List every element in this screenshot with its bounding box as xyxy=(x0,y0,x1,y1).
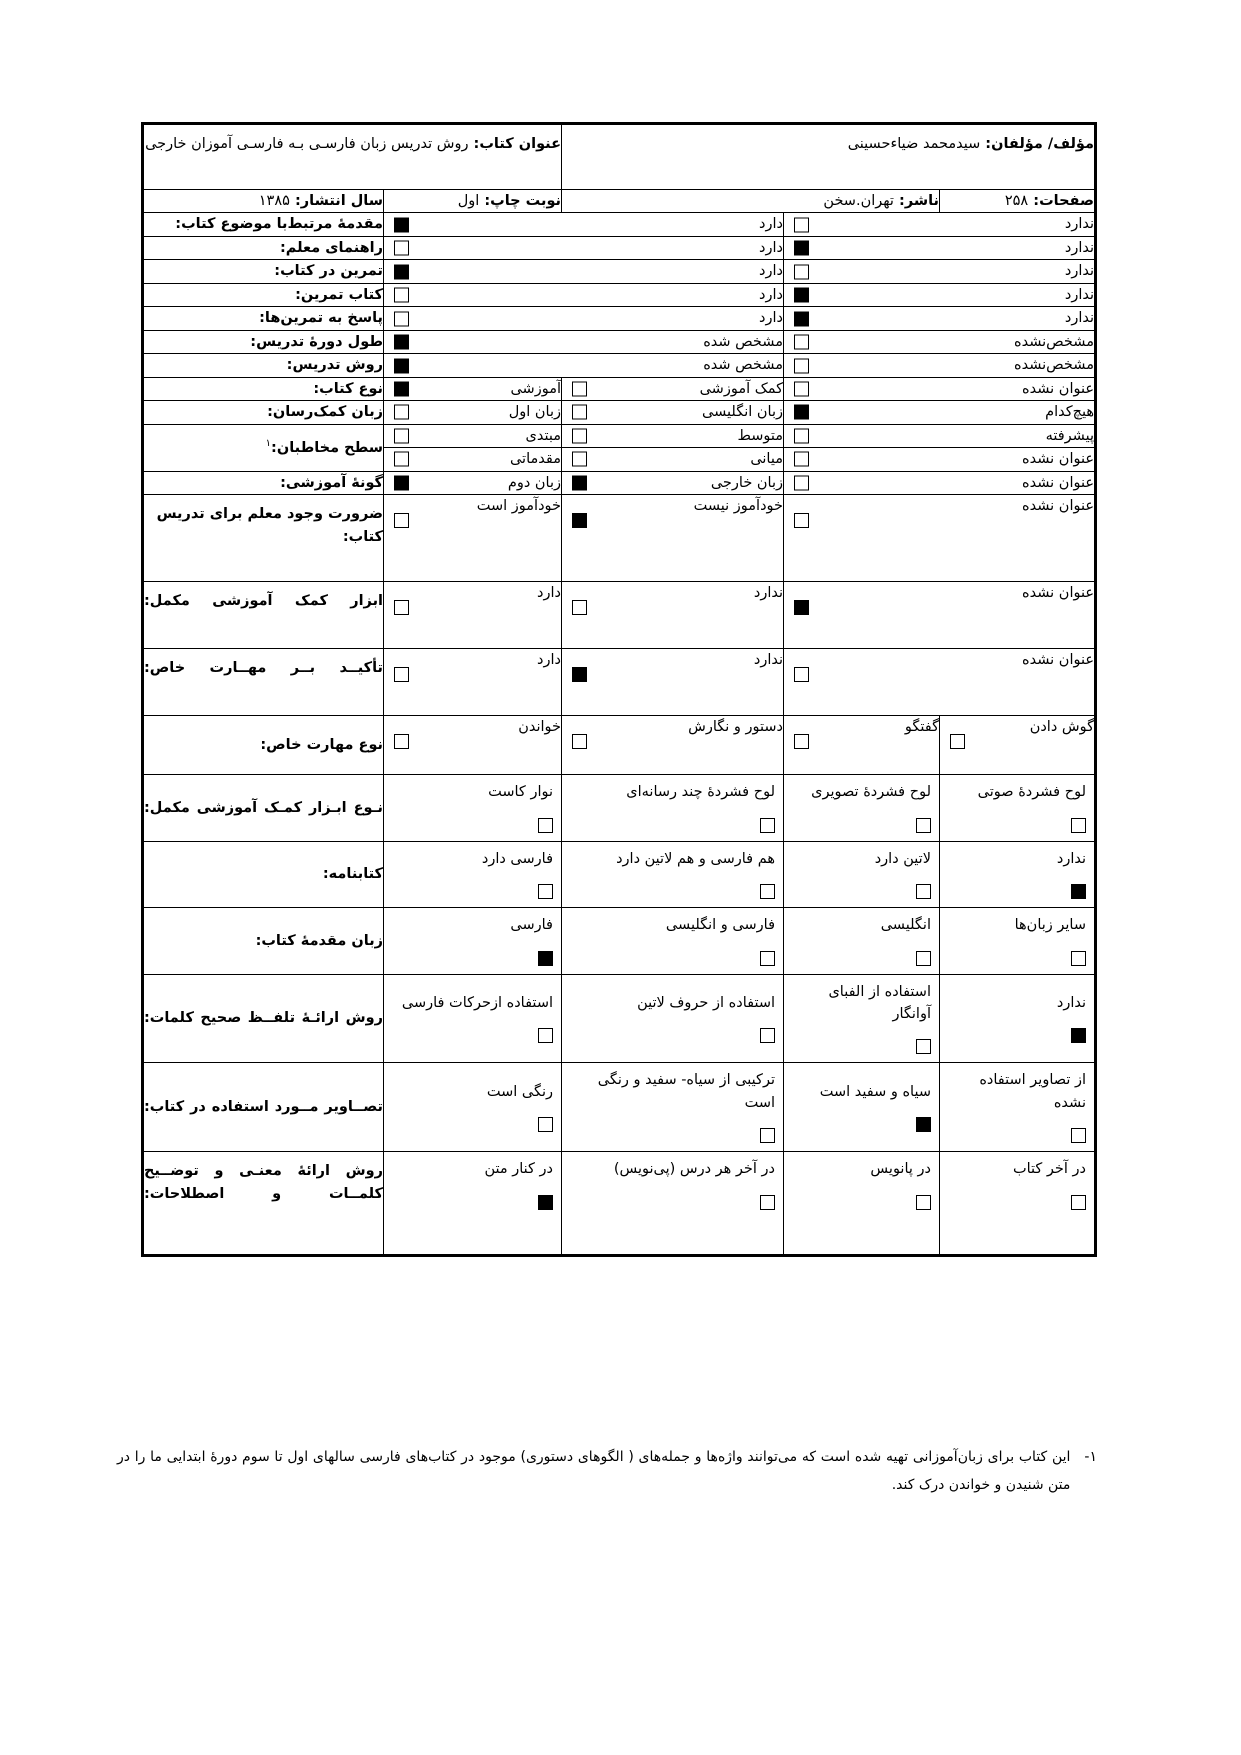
option-cell[interactable] xyxy=(562,974,784,1063)
option-label: دارد xyxy=(759,216,783,233)
option-label: عنوان نشده xyxy=(1022,585,1094,602)
option-cell[interactable] xyxy=(784,716,940,775)
year-value: ۱۳۸۵ xyxy=(258,193,290,209)
row-label: ابزار کمک آموزشی مکمل: xyxy=(142,582,383,649)
row-label: پاسخ به تمرین‌ها: xyxy=(142,307,383,330)
option-cell[interactable] xyxy=(384,716,562,775)
option-cell[interactable] xyxy=(784,495,1096,582)
option-label: ترکیبی از سیاه- سفید و رنگی است xyxy=(597,1072,775,1111)
row-label-text: سطح مخاطبان: xyxy=(271,439,383,456)
option-cell[interactable] xyxy=(784,213,1096,236)
option-cell[interactable] xyxy=(384,236,784,259)
option-label: استفاده از حروف لاتین xyxy=(637,994,775,1011)
edition-label: نوبت چاپ: xyxy=(484,193,561,209)
checkbox[interactable] xyxy=(794,513,809,528)
option-label: لوح فشردۀ تصویری xyxy=(811,784,931,801)
table-row xyxy=(142,283,1095,306)
title-label: عنوان کتاب: xyxy=(473,136,561,152)
checkbox[interactable] xyxy=(394,264,409,279)
row-label: تصــاویر مــورد استفاده در کتاب: xyxy=(142,1063,383,1152)
checkbox[interactable] xyxy=(794,311,809,326)
checkbox[interactable] xyxy=(794,264,809,279)
pages-cell xyxy=(940,190,1096,213)
table-row xyxy=(142,649,1095,716)
publisher-label: ناشر: xyxy=(899,193,939,209)
edition-cell xyxy=(384,190,562,213)
option-label: دارد xyxy=(759,286,783,303)
pages-label: صفحات: xyxy=(1033,193,1094,209)
option-cell[interactable] xyxy=(940,775,1096,841)
option-label: فارسی xyxy=(510,917,553,934)
option-label: خودآموز است xyxy=(476,498,561,515)
checkbox[interactable] xyxy=(538,1028,553,1043)
option-label: ندارد xyxy=(1056,994,1086,1011)
option-cell[interactable] xyxy=(562,377,784,400)
checkbox[interactable] xyxy=(794,358,809,373)
checkbox[interactable] xyxy=(760,884,775,899)
row-label: مقدمۀ مرتبط‌با موضوع کتاب: xyxy=(142,213,383,236)
option-cell[interactable] xyxy=(784,1152,940,1256)
checkbox[interactable] xyxy=(1071,1195,1086,1210)
checkbox[interactable] xyxy=(794,475,809,490)
book-evaluation-table xyxy=(141,122,1097,1257)
option-cell[interactable] xyxy=(784,377,1096,400)
checkbox[interactable] xyxy=(572,452,587,467)
checkbox[interactable] xyxy=(916,818,931,833)
option-label: عنوان نشده xyxy=(1022,380,1094,397)
pages-value: ۲۵۸ xyxy=(1004,193,1029,209)
option-label: مشخص‌نشده xyxy=(1013,333,1094,350)
table-row xyxy=(142,401,1095,424)
option-cell[interactable] xyxy=(562,582,784,649)
option-cell[interactable] xyxy=(784,974,940,1063)
row-label: روش ارائۀ معنـی و توضــیح کلمــات و اصطلاحات: xyxy=(142,1152,383,1256)
checkbox[interactable] xyxy=(1071,818,1086,833)
option-label: عنوان نشده xyxy=(1022,474,1094,491)
checkbox[interactable] xyxy=(394,311,409,326)
checkbox[interactable] xyxy=(794,288,809,303)
checkbox[interactable] xyxy=(1071,884,1086,899)
row-label: تأکیــد بــر مهــارت خاص: xyxy=(142,649,383,716)
checkbox[interactable] xyxy=(572,667,587,682)
option-cell[interactable] xyxy=(784,401,1096,424)
option-label: در کنار متن xyxy=(484,1161,553,1178)
option-cell[interactable] xyxy=(384,582,562,649)
checkbox[interactable] xyxy=(394,335,409,350)
title-cell xyxy=(142,124,561,190)
checkbox[interactable] xyxy=(538,951,553,966)
option-cell[interactable] xyxy=(562,841,784,907)
option-label: رنگی است xyxy=(486,1083,553,1100)
author-value: سیدمحمد ضیاءحسینی xyxy=(847,136,981,152)
option-cell[interactable] xyxy=(940,841,1096,907)
checkbox[interactable] xyxy=(572,405,587,420)
option-label: مبتدی xyxy=(525,427,561,444)
row-label: کتابنامه: xyxy=(142,841,383,907)
option-label: کمک آموزشی xyxy=(699,380,783,397)
table-row xyxy=(142,974,1095,1063)
option-label: زبان اول xyxy=(508,404,561,421)
option-cell[interactable] xyxy=(562,649,784,716)
option-cell[interactable] xyxy=(784,649,1096,716)
option-cell[interactable] xyxy=(784,841,940,907)
checkbox[interactable] xyxy=(394,217,409,232)
option-label: گفتگو xyxy=(904,719,939,736)
option-label: هم فارسی و هم لاتین دارد xyxy=(616,850,775,867)
option-label: ندارد xyxy=(1064,263,1094,280)
title-value: روش تدریس زبان فارسـی بـه فارسـی آموزان خارجی xyxy=(145,136,469,152)
option-cell[interactable] xyxy=(384,649,562,716)
option-cell[interactable] xyxy=(784,775,940,841)
checkbox[interactable] xyxy=(760,818,775,833)
option-label: ندارد xyxy=(1064,239,1094,256)
table-row xyxy=(142,330,1095,353)
table-row xyxy=(142,307,1095,330)
option-cell[interactable] xyxy=(562,424,784,447)
table-row xyxy=(142,354,1095,377)
option-cell[interactable] xyxy=(562,471,784,494)
checkbox[interactable] xyxy=(794,452,809,467)
option-label: مقدماتی xyxy=(509,451,561,468)
option-cell[interactable] xyxy=(384,974,562,1063)
option-label: دارد xyxy=(759,310,783,327)
option-cell[interactable] xyxy=(384,424,562,447)
option-cell[interactable] xyxy=(384,330,784,353)
option-cell[interactable] xyxy=(384,354,784,377)
option-cell[interactable] xyxy=(784,448,1096,471)
option-label: فارسی و انگلیسی xyxy=(665,917,775,934)
option-label: ندارد xyxy=(1064,310,1094,327)
option-label: در آخر هر درس (پی‌نویس) xyxy=(613,1161,775,1178)
checkbox[interactable] xyxy=(794,405,809,420)
checkbox[interactable] xyxy=(394,452,409,467)
checkbox[interactable] xyxy=(916,884,931,899)
checkbox[interactable] xyxy=(394,475,409,490)
checkbox[interactable] xyxy=(760,1028,775,1043)
option-label: مشخص شده xyxy=(703,333,783,350)
option-cell[interactable] xyxy=(940,716,1096,775)
checkbox[interactable] xyxy=(1071,951,1086,966)
checkbox[interactable] xyxy=(794,217,809,232)
option-label: ندارد xyxy=(1064,286,1094,303)
option-cell[interactable] xyxy=(784,330,1096,353)
option-label: ندارد xyxy=(1056,850,1086,867)
option-label: استفاده از الفبای آوانگار xyxy=(828,983,931,1022)
checkbox[interactable] xyxy=(394,428,409,443)
table-row xyxy=(142,582,1095,649)
header-row-title xyxy=(142,124,1095,190)
footnote-text: این کتاب برای زبان‌آموزانی تهیه شده است که می‌توانند واژه‌ها و جمله‌های ( الگوهای دستوری) موجود در کتاب‌های فارسی سالهای اول تا سوم دورۀ ابتدایی ما را در متن شنیدن و خواندن درک کند. xyxy=(117,1449,1071,1493)
option-cell[interactable] xyxy=(784,424,1096,447)
option-label: عنوان نشده xyxy=(1022,652,1094,669)
option-label: مشخص‌نشده xyxy=(1013,357,1094,374)
table-row xyxy=(142,1152,1095,1256)
year-cell xyxy=(142,190,383,213)
option-label: زبان انگلیسی xyxy=(702,404,783,421)
option-label: هیچ‌کدام xyxy=(1045,404,1094,421)
row-label: روش تدریس: xyxy=(142,354,383,377)
option-cell[interactable] xyxy=(562,495,784,582)
option-label: استفاده ازحرکات فارسی xyxy=(401,994,553,1011)
option-cell[interactable] xyxy=(784,307,1096,330)
checkbox[interactable] xyxy=(794,428,809,443)
author-label: مؤلف/ مؤلفان: xyxy=(985,136,1094,152)
footnote-number: ۱- xyxy=(1084,1449,1097,1465)
option-cell[interactable] xyxy=(384,471,562,494)
option-cell[interactable] xyxy=(562,448,784,471)
row-label: راهنمای معلم: xyxy=(142,236,383,259)
option-cell[interactable] xyxy=(384,213,784,236)
checkbox[interactable] xyxy=(572,428,587,443)
option-label: مشخص شده xyxy=(703,357,783,374)
option-cell[interactable] xyxy=(562,1152,784,1256)
option-cell[interactable] xyxy=(784,1063,940,1152)
option-label: زبان دوم xyxy=(507,474,561,491)
checkbox[interactable] xyxy=(794,335,809,350)
table-row xyxy=(142,841,1095,907)
checkbox[interactable] xyxy=(794,734,809,749)
option-label: انگلیسی xyxy=(880,917,931,934)
option-cell[interactable] xyxy=(384,495,562,582)
row-label: نوع کتاب: xyxy=(142,377,383,400)
option-label: لوح فشردۀ چند رسانه‌ای xyxy=(626,784,775,801)
option-cell[interactable] xyxy=(940,1063,1096,1152)
option-cell[interactable] xyxy=(384,401,562,424)
table-row xyxy=(142,213,1095,236)
option-cell[interactable] xyxy=(784,908,940,974)
option-label: سیاه و سفید است xyxy=(819,1083,931,1100)
option-cell[interactable] xyxy=(384,283,784,306)
option-cell[interactable] xyxy=(784,354,1096,377)
footnote-marker: ۱ xyxy=(265,438,272,449)
option-label: لوح فشردۀ صوتی xyxy=(977,784,1086,801)
option-label: از تصاویر استفاده نشده xyxy=(979,1072,1086,1111)
option-label: در پانویس xyxy=(870,1161,931,1178)
option-label: عنوان نشده xyxy=(1022,498,1094,515)
option-label: عنوان نشده xyxy=(1022,451,1094,468)
option-cell[interactable] xyxy=(562,1063,784,1152)
checkbox[interactable] xyxy=(394,358,409,373)
option-label: ندارد xyxy=(753,585,783,602)
row-label: نوع مهارت خاص: xyxy=(142,716,383,775)
publisher-value: تهران.سخن xyxy=(823,193,894,209)
checkbox[interactable] xyxy=(394,241,409,256)
row-label: گونۀ آموزشی: xyxy=(142,471,383,494)
checkbox[interactable] xyxy=(572,734,587,749)
table-row xyxy=(142,377,1095,400)
checkbox[interactable] xyxy=(760,951,775,966)
row-label: نـوع ابـزار کمـک آموزشی مکمل: xyxy=(142,775,383,841)
checkbox[interactable] xyxy=(794,600,809,615)
row-label: زبان مقدمۀ کتاب: xyxy=(142,908,383,974)
checkbox[interactable] xyxy=(572,600,587,615)
table-row xyxy=(142,260,1095,283)
checkbox[interactable] xyxy=(760,1128,775,1143)
option-label: خودآموز نیست xyxy=(693,498,783,515)
option-cell[interactable] xyxy=(384,307,784,330)
checkbox[interactable] xyxy=(572,381,587,396)
checkbox[interactable] xyxy=(794,381,809,396)
table-row xyxy=(142,471,1095,494)
option-label: فارسی دارد xyxy=(481,850,553,867)
checkbox[interactable] xyxy=(760,1195,775,1210)
checkbox[interactable] xyxy=(916,1195,931,1210)
checkbox[interactable] xyxy=(1071,1128,1086,1143)
row-label: زبان کمک‌رسان: xyxy=(142,401,383,424)
option-label: دارد xyxy=(759,239,783,256)
checkbox[interactable] xyxy=(1071,1028,1086,1043)
row-label xyxy=(142,424,383,471)
table-row xyxy=(142,1063,1095,1152)
option-label: دستور و نگارش xyxy=(688,719,783,736)
header-row-publication xyxy=(142,190,1095,213)
checkbox[interactable] xyxy=(794,667,809,682)
option-cell[interactable] xyxy=(784,283,1096,306)
table-row xyxy=(142,908,1095,974)
option-cell[interactable] xyxy=(940,908,1096,974)
checkbox[interactable] xyxy=(950,734,965,749)
publisher-cell xyxy=(562,190,940,213)
option-label: نوار کاست xyxy=(488,784,553,801)
option-label: ندارد xyxy=(753,652,783,669)
book-evaluation-form xyxy=(144,122,1097,1257)
checkbox[interactable] xyxy=(394,288,409,303)
checkbox[interactable] xyxy=(916,1039,931,1054)
option-label: پیشرفته xyxy=(1045,427,1094,444)
option-cell[interactable] xyxy=(384,448,562,471)
table-row xyxy=(142,495,1095,582)
option-label: لاتین دارد xyxy=(874,850,931,867)
option-label: دارد xyxy=(537,652,561,669)
option-label: در آخر کتاب xyxy=(1012,1161,1086,1178)
author-cell xyxy=(562,124,1096,190)
checkbox[interactable] xyxy=(394,600,409,615)
row-label: ضرورت وجود معلم برای تدریس کتاب: xyxy=(142,495,383,582)
option-label: زبان خارجی xyxy=(710,474,783,491)
row-label: طول دورۀ تدریس: xyxy=(142,330,383,353)
option-cell[interactable] xyxy=(384,775,562,841)
row-label: تمرین در کتاب: xyxy=(142,260,383,283)
option-cell[interactable] xyxy=(562,775,784,841)
checkbox[interactable] xyxy=(794,241,809,256)
year-label: سال انتشار: xyxy=(294,193,383,209)
checkbox[interactable] xyxy=(538,884,553,899)
checkbox[interactable] xyxy=(394,405,409,420)
option-cell[interactable] xyxy=(784,582,1096,649)
option-cell[interactable] xyxy=(562,401,784,424)
checkbox[interactable] xyxy=(572,513,587,528)
option-label: ندارد xyxy=(1064,216,1094,233)
option-label: متوسط xyxy=(737,427,783,444)
checkbox[interactable] xyxy=(394,513,409,528)
option-cell[interactable] xyxy=(784,471,1096,494)
option-cell[interactable] xyxy=(940,1152,1096,1256)
option-label: گوش دادن xyxy=(1029,719,1094,736)
option-label: دارد xyxy=(759,263,783,280)
table-row xyxy=(142,775,1095,841)
option-cell[interactable] xyxy=(384,377,562,400)
row-label: روش ارائـۀ تلفــظ صحیح کلمات: xyxy=(142,974,383,1063)
option-cell[interactable] xyxy=(384,841,562,907)
checkbox[interactable] xyxy=(394,381,409,396)
option-cell[interactable] xyxy=(384,260,784,283)
option-label: سایر زبان‌ها xyxy=(1014,917,1086,934)
option-label: دارد xyxy=(537,585,561,602)
table-row xyxy=(142,424,1095,447)
option-cell[interactable] xyxy=(562,908,784,974)
option-cell[interactable] xyxy=(940,974,1096,1063)
table-row xyxy=(142,716,1095,775)
checkbox[interactable] xyxy=(916,1117,931,1132)
checkbox[interactable] xyxy=(538,1117,553,1132)
option-cell[interactable] xyxy=(562,716,784,775)
checkbox[interactable] xyxy=(538,818,553,833)
option-label: میانی xyxy=(750,451,783,468)
option-cell[interactable] xyxy=(384,1152,562,1256)
row-label: کتاب تمرین: xyxy=(142,283,383,306)
checkbox[interactable] xyxy=(394,734,409,749)
option-cell[interactable] xyxy=(784,236,1096,259)
footnote-section xyxy=(117,1443,1097,1499)
option-cell[interactable] xyxy=(384,1063,562,1152)
option-label: خواندن xyxy=(518,719,561,736)
checkbox[interactable] xyxy=(394,667,409,682)
option-cell[interactable] xyxy=(784,260,1096,283)
checkbox[interactable] xyxy=(572,475,587,490)
option-label: آموزشی xyxy=(510,380,561,397)
edition-value: اول xyxy=(457,193,480,209)
checkbox[interactable] xyxy=(916,951,931,966)
table-row xyxy=(142,236,1095,259)
option-cell[interactable] xyxy=(384,908,562,974)
checkbox[interactable] xyxy=(538,1195,553,1210)
